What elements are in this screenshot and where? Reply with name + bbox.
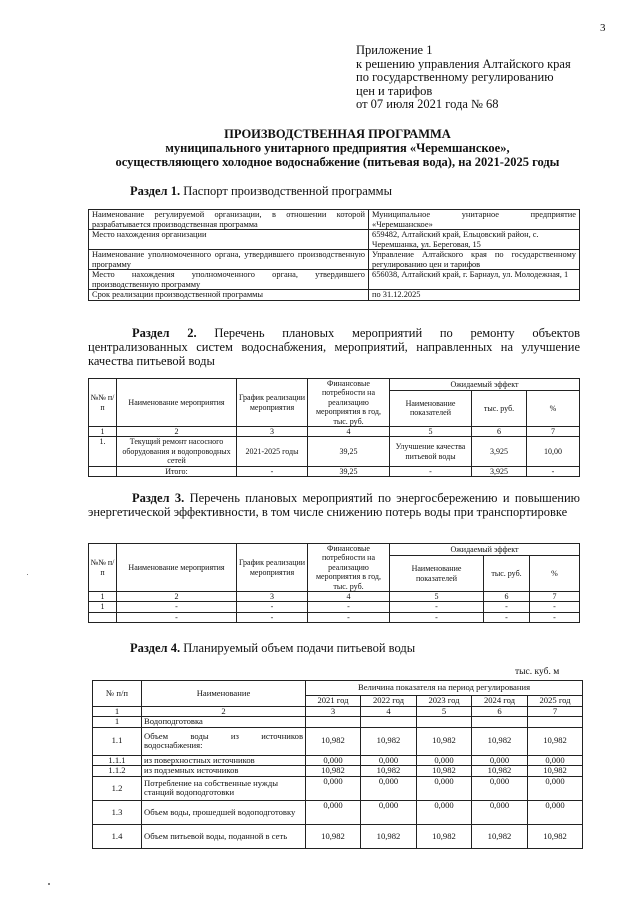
table-cell: 0,000 xyxy=(417,776,472,800)
col-number: 1 xyxy=(89,427,117,437)
table-row xyxy=(93,800,583,824)
table-row xyxy=(89,270,580,290)
table-cell: 0,000 xyxy=(417,755,472,766)
header-effect-pct: % xyxy=(530,556,580,592)
table-cell: Водоподготовка xyxy=(142,717,306,728)
table-cell: 1.3 xyxy=(93,800,142,824)
table-cell: 10,00 xyxy=(527,437,580,466)
page-number: 3 xyxy=(600,22,606,34)
appendix-line: от 07 июля 2021 года № 68 xyxy=(356,97,499,112)
table-cell: 10,982 xyxy=(306,824,361,848)
table-row xyxy=(93,766,583,777)
section-label: Раздел 2. xyxy=(132,326,197,340)
repair-measures-table xyxy=(88,378,580,477)
table-cell: 10,982 xyxy=(361,727,417,755)
table-cell: - xyxy=(390,602,484,612)
table-row xyxy=(89,230,580,250)
table-cell: 2021-2025 годы xyxy=(237,437,308,466)
water-supply-volume-table xyxy=(92,680,583,849)
table-cell: 1.1 xyxy=(93,727,142,755)
table-cell: 0,000 xyxy=(472,800,528,824)
col-number: 6 xyxy=(472,706,528,717)
table-cell: 0,000 xyxy=(417,800,472,824)
col-number: 4 xyxy=(308,592,390,602)
table-cell: Место нахождения уполномоченного органа, утвердившего производственную программу xyxy=(89,270,369,290)
column-number-row xyxy=(93,706,583,717)
table-cell xyxy=(89,612,117,622)
table-cell: 10,982 xyxy=(417,766,472,777)
table-cell: Текущий ремонт насосного оборудования и водопроводных сетей xyxy=(117,437,237,466)
col-number: 2 xyxy=(117,592,237,602)
appendix-line: к решению управления Алтайского края xyxy=(356,56,571,71)
table-cell: 10,982 xyxy=(361,824,417,848)
table-cell xyxy=(306,717,361,728)
table-cell xyxy=(528,717,583,728)
header-num: № п/п xyxy=(93,681,142,707)
section-3-heading xyxy=(88,492,580,520)
table-cell xyxy=(417,717,472,728)
header-num: №№ п/п xyxy=(89,379,117,427)
section-label: Раздел 1. xyxy=(130,184,181,198)
total-label: Итого: xyxy=(117,466,237,476)
table-cell: 0,000 xyxy=(472,755,528,766)
table-cell: 10,982 xyxy=(361,766,417,777)
section-4-heading xyxy=(130,641,415,655)
col-number: 2 xyxy=(142,706,306,717)
table-cell: из подземных источников xyxy=(142,766,306,777)
header-period: Величина показателя на период регулирования xyxy=(306,681,583,696)
table-cell: 0,000 xyxy=(528,776,583,800)
table-cell: - xyxy=(308,602,390,612)
section-label: Раздел 4. xyxy=(130,641,181,655)
table-cell: 1. xyxy=(89,437,117,466)
table-cell: - xyxy=(527,466,580,476)
table-cell: - xyxy=(117,612,237,622)
table-cell: - xyxy=(237,466,308,476)
table-cell: 10,982 xyxy=(528,766,583,777)
table-cell: 0,000 xyxy=(528,800,583,824)
table-cell: - xyxy=(484,612,530,622)
header-finance: Финансовые потребности на реализацию мероприятия в год, тыс. руб. xyxy=(308,544,390,592)
header-num: №№ п/п xyxy=(89,544,117,592)
section-text: Планируемый объем подачи питьевой воды xyxy=(180,641,416,655)
appendix-line: по государственному регулированию xyxy=(356,70,554,85)
col-number: 7 xyxy=(527,427,580,437)
table-cell: 10,982 xyxy=(472,727,528,755)
table-row xyxy=(89,612,580,622)
table-cell: по 31.12.2025 xyxy=(369,290,580,301)
table-cell: - xyxy=(117,602,237,612)
header-name: Наименование мероприятия xyxy=(117,379,237,427)
header-year: 2021 год xyxy=(306,696,361,707)
header-year: 2025 год xyxy=(528,696,583,707)
col-number: 1 xyxy=(93,706,142,717)
table-cell: 10,982 xyxy=(306,727,361,755)
header-name: Наименование xyxy=(142,681,306,707)
table-cell: 10,982 xyxy=(528,727,583,755)
header-effect-pct: % xyxy=(527,390,580,426)
table-header-row xyxy=(89,544,580,556)
section-text: Перечень плановых мероприятий по энергосбережению и повышению энергетической эффективности, в том числе снижению потерь воды при транспортировке xyxy=(88,491,580,519)
table-cell: 3,925 xyxy=(472,466,527,476)
table-cell: - xyxy=(530,612,580,622)
table-cell: 656038, Алтайский край, г. Барнаул, ул. Молодежная, 1 xyxy=(369,270,580,290)
table-total-row xyxy=(89,466,580,476)
col-number: 2 xyxy=(117,427,237,437)
header-effect-rub: тыс. руб. xyxy=(484,556,530,592)
table-row xyxy=(89,250,580,270)
table-header-row xyxy=(89,379,580,391)
passport-table xyxy=(88,209,580,301)
section-label: Раздел 3. xyxy=(132,491,185,505)
table-cell: 10,982 xyxy=(472,766,528,777)
column-number-row xyxy=(89,427,580,437)
table-cell: - xyxy=(484,602,530,612)
table-cell: 0,000 xyxy=(306,776,361,800)
table-cell: 1.4 xyxy=(93,824,142,848)
header-finance: Финансовые потребности на реализацию мероприятия в год, тыс. руб. xyxy=(308,379,390,427)
document-title: ПРОИЗВОДСТВЕННАЯ ПРОГРАММА xyxy=(224,127,451,141)
table-cell: 1.1.1 xyxy=(93,755,142,766)
table-cell: 39,25 xyxy=(308,437,390,466)
appendix-line: Приложение 1 xyxy=(356,43,433,57)
table-cell: 10,982 xyxy=(528,824,583,848)
col-number: 5 xyxy=(390,427,472,437)
table-cell: 3,925 xyxy=(472,437,527,466)
table-cell: 39,25 xyxy=(308,466,390,476)
table-cell: - xyxy=(390,612,484,622)
document-subtitle: осуществляющего холодное водоснабжение (питьевая вода), на 2021-2025 годы xyxy=(115,155,560,169)
table-cell: 1.2 xyxy=(93,776,142,800)
header-effect-rub: тыс. руб. xyxy=(472,390,527,426)
header-schedule: График реализации мероприятия xyxy=(237,379,308,427)
table-cell: 10,982 xyxy=(306,766,361,777)
units-label: тыс. куб. м xyxy=(515,667,560,677)
col-number: 3 xyxy=(237,592,308,602)
table-cell: 1.1.2 xyxy=(93,766,142,777)
table-header-row xyxy=(93,681,583,696)
table-cell: 0,000 xyxy=(361,776,417,800)
energy-saving-table xyxy=(88,543,580,623)
table-cell: Срок реализации производственной программы xyxy=(89,290,369,301)
col-number: 3 xyxy=(237,427,308,437)
table-row xyxy=(93,776,583,800)
table-cell: 10,982 xyxy=(472,824,528,848)
header-year: 2022 год xyxy=(361,696,417,707)
header-effect-name: Наименование показателей xyxy=(390,390,472,426)
section-text: Паспорт производственной программы xyxy=(180,184,392,198)
table-cell: Наименование регулируемой организации, в отношении которой разрабатывается производственная программа xyxy=(89,210,369,230)
table-cell: - xyxy=(237,602,308,612)
table-cell xyxy=(472,717,528,728)
document-subtitle: муниципального унитарного предприятия «Черемшанское», xyxy=(165,141,510,155)
header-effect-name: Наименование показателей xyxy=(390,556,484,592)
appendix-header xyxy=(356,44,571,112)
table-cell: Объем воды из источников водоснабжения: xyxy=(142,727,306,755)
table-cell: - xyxy=(390,466,472,476)
table-row xyxy=(93,824,583,848)
table-cell: - xyxy=(308,612,390,622)
col-number: 6 xyxy=(472,427,527,437)
table-cell: 1 xyxy=(89,602,117,612)
col-number: 1 xyxy=(89,592,117,602)
section-text: Перечень плановых мероприятий по ремонту объектов централизованных систем водоснабжения, мероприятий, направленных на улучшение качества питьевой воды xyxy=(88,326,580,368)
header-year: 2023 год xyxy=(417,696,472,707)
table-cell: Управление Алтайского края по государственному регулированию цен и тарифов xyxy=(369,250,580,270)
table-cell: - xyxy=(237,612,308,622)
table-cell xyxy=(361,717,417,728)
col-number: 6 xyxy=(484,592,530,602)
table-cell: 0,000 xyxy=(472,776,528,800)
col-number: 7 xyxy=(528,706,583,717)
table-cell: Муниципальное унитарное предприятие «Черемшанское» xyxy=(369,210,580,230)
table-cell: Улучшение качества питьевой воды xyxy=(390,437,472,466)
table-cell: 0,000 xyxy=(528,755,583,766)
table-cell: Потребление на собственные нужды станций водоподготовки xyxy=(142,776,306,800)
header-schedule: График реализации мероприятия xyxy=(237,544,308,592)
table-cell: 659482, Алтайский край, Ельцовский район, с. Черемшанка, ул. Береговая, 15 xyxy=(369,230,580,250)
appendix-line: цен и тарифов xyxy=(356,83,433,98)
table-row xyxy=(93,717,583,728)
col-number: 4 xyxy=(361,706,417,717)
table-cell: 0,000 xyxy=(306,755,361,766)
table-cell: 10,982 xyxy=(417,727,472,755)
table-row xyxy=(93,755,583,766)
scan-speck xyxy=(27,574,28,575)
table-cell: из поверхностных источников xyxy=(142,755,306,766)
table-cell: 1 xyxy=(93,717,142,728)
section-1-heading xyxy=(130,184,392,198)
table-cell: Объем питьевой воды, поданной в сеть xyxy=(142,824,306,848)
section-2-heading xyxy=(88,327,580,368)
table-row xyxy=(89,437,580,466)
table-cell: Место нахождения организации xyxy=(89,230,369,250)
scan-speck xyxy=(48,883,50,885)
table-cell xyxy=(89,466,117,476)
table-cell: - xyxy=(530,602,580,612)
table-cell: Наименование уполномоченного органа, утвердившего производственную программу xyxy=(89,250,369,270)
table-row xyxy=(89,210,580,230)
column-number-row xyxy=(89,592,580,602)
header-name: Наименование мероприятия xyxy=(117,544,237,592)
col-number: 7 xyxy=(530,592,580,602)
header-effect: Ожидаемый эффект xyxy=(390,379,580,391)
table-row xyxy=(93,727,583,755)
table-cell: 0,000 xyxy=(361,800,417,824)
col-number: 4 xyxy=(308,427,390,437)
col-number: 5 xyxy=(417,706,472,717)
table-cell: 0,000 xyxy=(361,755,417,766)
table-cell: 0,000 xyxy=(306,800,361,824)
header-effect: Ожидаемый эффект xyxy=(390,544,580,556)
table-cell: 10,982 xyxy=(417,824,472,848)
header-year: 2024 год xyxy=(472,696,528,707)
table-cell: Объем воды, прошедшей водоподготовку xyxy=(142,800,306,824)
col-number: 3 xyxy=(306,706,361,717)
table-row xyxy=(89,290,580,301)
table-row xyxy=(89,602,580,612)
col-number: 5 xyxy=(390,592,484,602)
